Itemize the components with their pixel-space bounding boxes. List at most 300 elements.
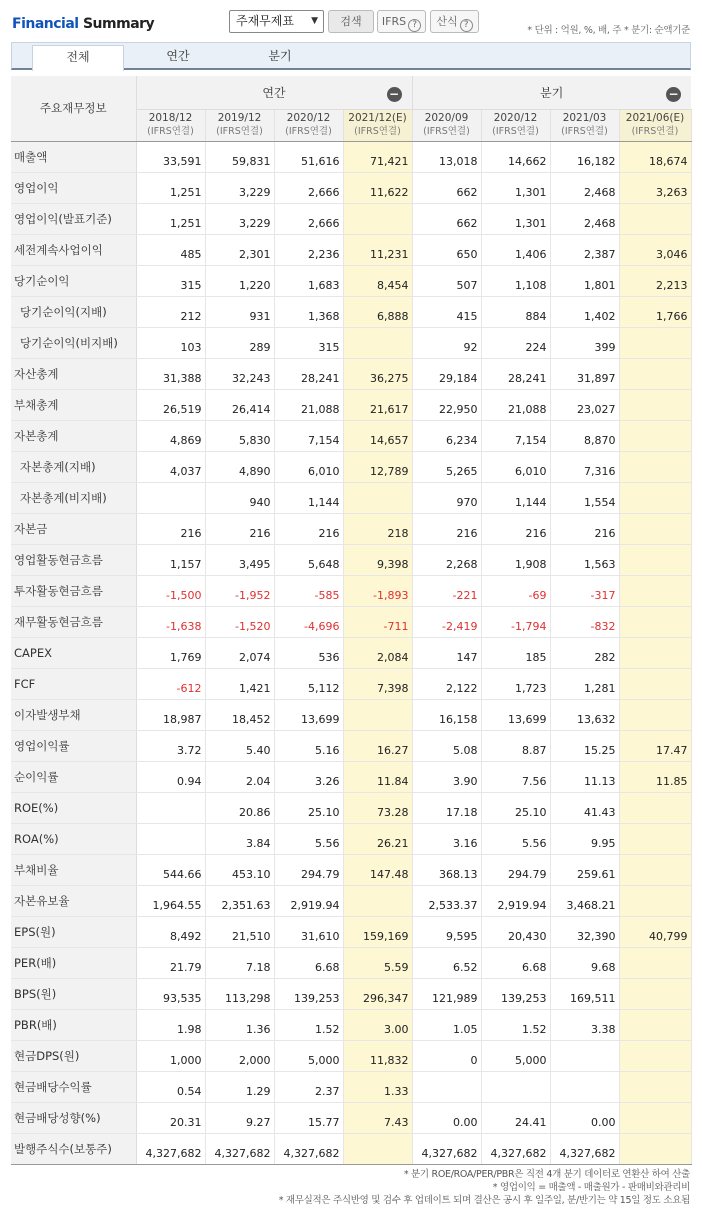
table-cell: 662 [412,203,481,234]
table-cell: -221 [412,575,481,606]
table-cell: 20.86 [205,792,274,823]
table-cell: 3.72 [136,730,205,761]
table-cell: 5.56 [481,823,550,854]
table-cell: 1,421 [205,668,274,699]
table-cell: 21,088 [274,389,343,420]
table-cell: 485 [136,234,205,265]
table-cell: 15.25 [550,730,619,761]
table-row [11,885,691,916]
table-cell: 4,037 [136,451,205,482]
table-cell: 22,950 [412,389,481,420]
table-cell: 1,281 [550,668,619,699]
table-cell: 7,154 [481,420,550,451]
row-label: 영업이익률 [11,730,136,761]
table-cell: 0.00 [550,1102,619,1133]
table-cell: 1,108 [481,265,550,296]
row-label: 자본금 [11,513,136,544]
table-cell: 28,241 [274,358,343,389]
table-cell: 7,316 [550,451,619,482]
table-cell: 6.68 [481,947,550,978]
table-cell: 4,327,682 [550,1133,619,1164]
table-cell: 1,157 [136,544,205,575]
table-cell: 884 [481,296,550,327]
table-cell: 8.87 [481,730,550,761]
table-cell: 282 [550,637,619,668]
table-cell [550,1040,619,1071]
table-row [11,1009,691,1040]
table-cell: 3,468.21 [550,885,619,916]
row-label: 매출액 [11,141,136,172]
table-cell: -1,893 [343,575,412,606]
report-type-select[interactable]: 주재무제표 ▼ [229,10,324,33]
row-label: 이자발생부채 [11,699,136,730]
table-row [11,265,691,296]
table-cell [619,1071,691,1102]
table-cell: 26,519 [136,389,205,420]
table-cell: 1.33 [343,1071,412,1102]
table-cell: 139,253 [274,978,343,1009]
row-label: 당기순이익 [11,265,136,296]
table-cell: 1,251 [136,172,205,203]
table-cell [619,513,691,544]
table-cell: 17.47 [619,730,691,761]
table-cell [619,792,691,823]
table-row [11,730,691,761]
table-cell: 1.98 [136,1009,205,1040]
table-cell: 224 [481,327,550,358]
table-cell: 11,622 [343,172,412,203]
table-cell: 294.79 [481,854,550,885]
table-cell: 1,766 [619,296,691,327]
table-cell: 59,831 [205,141,274,172]
table-row [11,1133,691,1164]
collapse-annual-icon[interactable]: − [387,87,402,102]
table-row [11,234,691,265]
table-cell [619,327,691,358]
table-row [11,1040,691,1071]
table-cell: 31,388 [136,358,205,389]
table-cell: 2,468 [550,172,619,203]
row-label: 현금DPS(원) [11,1040,136,1071]
table-cell: -1,952 [205,575,274,606]
table-cell: 21,510 [205,916,274,947]
table-cell [619,606,691,637]
table-cell: 26,414 [205,389,274,420]
table-cell: 0.54 [136,1071,205,1102]
table-cell: 216 [550,513,619,544]
table-cell: 3.90 [412,761,481,792]
footnote: * 분기 ROE/ROA/PER/PBR은 직전 4개 분기 데이터로 연환산 하여 산출 [403,1169,690,1180]
table-cell: -2,419 [412,606,481,637]
row-label: 자본총계 [11,420,136,451]
help-icon: ? [460,19,473,32]
table-cell [619,1102,691,1133]
table-cell: 2,387 [550,234,619,265]
table-cell [619,420,691,451]
table-cell: 1,368 [274,296,343,327]
table-cell: 5.40 [205,730,274,761]
table-cell [619,823,691,854]
table-cell [619,544,691,575]
table-cell: -612 [136,668,205,699]
row-label: 부채비율 [11,854,136,885]
tab-all[interactable]: 전체 [32,45,124,71]
table-cell: 2,236 [274,234,343,265]
table-cell: 415 [412,296,481,327]
table-cell: 6.52 [412,947,481,978]
table-cell: 11.84 [343,761,412,792]
table-cell: 3.16 [412,823,481,854]
column-header: 2020/12 (IFRS연결) [481,109,550,141]
table-row [11,420,691,451]
formula-help-button[interactable]: 산식 ? [430,10,479,33]
table-cell: 296,347 [343,978,412,1009]
table-cell: 536 [274,637,343,668]
table-cell: 1,563 [550,544,619,575]
column-header: 2018/12 (IFRS연결) [136,109,205,141]
table-cell: 17.18 [412,792,481,823]
table-cell: 1.36 [205,1009,274,1040]
table-corner-header: 주요재무정보 [11,76,136,141]
table-cell: 13,699 [481,699,550,730]
table-row [11,606,691,637]
table-cell: 3,229 [205,203,274,234]
table-cell: 5,000 [274,1040,343,1071]
table-cell: 1,301 [481,203,550,234]
table-cell: 5,265 [412,451,481,482]
table-row [11,978,691,1009]
table-cell: 5,112 [274,668,343,699]
unit-note: * 단위 : 억원, %, 배, 주 * 분기: 순액기준 [527,25,690,36]
row-label: ROE(%) [11,792,136,823]
table-cell: 8,870 [550,420,619,451]
table-cell: 1,908 [481,544,550,575]
table-cell: 7.43 [343,1102,412,1133]
table-row [11,854,691,885]
table-cell: 31,610 [274,916,343,947]
table-cell: 1.05 [412,1009,481,1040]
table-cell: -317 [550,575,619,606]
table-cell: 3,046 [619,234,691,265]
table-cell: 15.77 [274,1102,343,1133]
row-label: FCF [11,668,136,699]
table-row [11,327,691,358]
row-label: 영업활동현금흐름 [11,544,136,575]
table-cell: -711 [343,606,412,637]
table-cell: 93,535 [136,978,205,1009]
table-cell [619,575,691,606]
row-label: ROA(%) [11,823,136,854]
table-cell [412,1071,481,1102]
table-cell: -4,696 [274,606,343,637]
page-title: Financial Summary [12,16,155,32]
table-cell: 970 [412,482,481,513]
table-cell: 5.16 [274,730,343,761]
row-label: 발행주식수(보통주) [11,1133,136,1164]
table-cell: -1,638 [136,606,205,637]
row-label: 영업이익(발표기준) [11,203,136,234]
table-cell: 294.79 [274,854,343,885]
table-row [11,668,691,699]
table-cell: 6,010 [481,451,550,482]
table-cell: 103 [136,327,205,358]
row-label: PBR(배) [11,1009,136,1040]
table-cell: 940 [205,482,274,513]
table-cell: 216 [136,513,205,544]
table-cell: 12,789 [343,451,412,482]
table-cell: 14,657 [343,420,412,451]
table-cell [619,885,691,916]
table-row [11,203,691,234]
table-cell [619,668,691,699]
table-row [11,482,691,513]
tab-quarterly[interactable]: 분기 [268,49,292,63]
table-row [11,513,691,544]
table-cell: 1,251 [136,203,205,234]
table-cell: 3,495 [205,544,274,575]
table-cell: 4,327,682 [136,1133,205,1164]
table-cell: 13,632 [550,699,619,730]
annual-group-header: 연간 − [136,76,412,109]
table-cell: 2,213 [619,265,691,296]
table-cell: 8,454 [343,265,412,296]
table-cell: 185 [481,637,550,668]
column-header: 2021/03 (IFRS연결) [550,109,619,141]
table-cell: 20,430 [481,916,550,947]
table-cell: -832 [550,606,619,637]
row-label: 부채총계 [11,389,136,420]
table-cell [136,823,205,854]
table-cell: 1,801 [550,265,619,296]
table-row [11,389,691,420]
row-label: 자본유보율 [11,885,136,916]
table-cell: 662 [412,172,481,203]
table-cell [136,482,205,513]
table-cell: 23,027 [550,389,619,420]
table-row [11,544,691,575]
table-row [11,637,691,668]
table-cell: 5.59 [343,947,412,978]
table-cell: 4,327,682 [205,1133,274,1164]
search-button[interactable]: 검색 [328,10,374,33]
table-cell: 121,989 [412,978,481,1009]
table-cell: 11,832 [343,1040,412,1071]
table-cell: 2,666 [274,203,343,234]
table-cell: 3.00 [343,1009,412,1040]
table-cell: 218 [343,513,412,544]
table-cell [619,389,691,420]
table-row [11,916,691,947]
row-label: 현금배당수익률 [11,1071,136,1102]
table-cell [343,699,412,730]
quarter-group-header: 분기 − [412,76,691,109]
table-cell: 13,699 [274,699,343,730]
row-label: 현금배당성향(%) [11,1102,136,1133]
table-cell: 6.68 [274,947,343,978]
table-cell [619,947,691,978]
table-cell: 5,648 [274,544,343,575]
table-cell: 1.29 [205,1071,274,1102]
table-cell: 25.10 [481,792,550,823]
table-cell: 6,010 [274,451,343,482]
table-cell [619,699,691,730]
table-cell: 147.48 [343,854,412,885]
table-cell: 4,327,682 [274,1133,343,1164]
table-cell: 13,018 [412,141,481,172]
table-cell: 6,888 [343,296,412,327]
table-cell: 2.04 [205,761,274,792]
table-cell: 1,402 [550,296,619,327]
table-cell [343,1133,412,1164]
table-cell [619,1040,691,1071]
table-cell [619,1133,691,1164]
table-row [11,296,691,327]
footnote: * 재무실적은 주식반영 및 검수 후 업데이트 되며 결산은 공시 후 일주일, 분/반기는 약 15일 정도 소요됨 [278,1195,690,1206]
table-cell: 16.27 [343,730,412,761]
table-cell: 2,351.63 [205,885,274,916]
table-cell: 3.38 [550,1009,619,1040]
column-header: 2019/12 (IFRS연결) [205,109,274,141]
tab-annual[interactable]: 연간 [166,49,190,63]
table-row [11,358,691,389]
header-bar [0,0,702,42]
table-cell: 6,234 [412,420,481,451]
row-label: 영업이익 [11,172,136,203]
table-cell: 507 [412,265,481,296]
table-cell: 4,869 [136,420,205,451]
table-cell [619,978,691,1009]
table-cell: 3.26 [274,761,343,792]
table-cell: 1,723 [481,668,550,699]
row-label: 세전계속사업이익 [11,234,136,265]
table-cell: 4,327,682 [412,1133,481,1164]
table-cell: 399 [550,327,619,358]
table-cell: 7,398 [343,668,412,699]
table-row [11,1071,691,1102]
column-header: 2021/12(E) (IFRS연결) [343,109,412,141]
row-label: 투자활동현금흐름 [11,575,136,606]
row-label: 자본총계(지배) [11,451,136,482]
table-cell: 2,074 [205,637,274,668]
table-cell: 1,144 [481,482,550,513]
table-cell: 33,591 [136,141,205,172]
table-cell: 139,253 [481,978,550,1009]
table-row [11,761,691,792]
table-cell: 71,421 [343,141,412,172]
table-cell: 1,406 [481,234,550,265]
table-cell: 289 [205,327,274,358]
table-cell: 212 [136,296,205,327]
table-cell: 5.08 [412,730,481,761]
row-label: 자산총계 [11,358,136,389]
collapse-quarter-icon[interactable]: − [666,87,681,102]
table-cell: 36,275 [343,358,412,389]
table-cell: 4,890 [205,451,274,482]
table-cell: 2,000 [205,1040,274,1071]
table-cell: -69 [481,575,550,606]
table-row [11,947,691,978]
table-cell: 2,666 [274,172,343,203]
table-cell: 315 [136,265,205,296]
table-cell: 931 [205,296,274,327]
table-row [11,575,691,606]
table-cell: 11,231 [343,234,412,265]
table-cell: 5,000 [481,1040,550,1071]
table-cell [619,451,691,482]
table-cell: 24.41 [481,1102,550,1133]
table-cell: 7,154 [274,420,343,451]
table-cell: 16,182 [550,141,619,172]
table-cell: 159,169 [343,916,412,947]
table-cell: 2,919.94 [481,885,550,916]
row-label: 자본총계(비지배) [11,482,136,513]
table-cell: 18,674 [619,141,691,172]
table-cell: 0.94 [136,761,205,792]
table-cell: 4,327,682 [481,1133,550,1164]
table-cell: 8,492 [136,916,205,947]
table-cell: -585 [274,575,343,606]
row-label: EPS(원) [11,916,136,947]
table-cell: 315 [274,327,343,358]
footnote: * 영업이익 = 매출액 - 매출원가 - 판매비와관리비 [492,1182,690,1193]
table-cell: 169,511 [550,978,619,1009]
table-cell: 32,243 [205,358,274,389]
table-cell: 113,298 [205,978,274,1009]
table-cell: 28,241 [481,358,550,389]
table-cell: 2,084 [343,637,412,668]
table-cell: 216 [481,513,550,544]
table-cell [550,1071,619,1102]
row-label: CAPEX [11,637,136,668]
table-cell: 21,617 [343,389,412,420]
table-cell: 216 [205,513,274,544]
table-cell: 2,468 [550,203,619,234]
row-label: BPS(원) [11,978,136,1009]
table-row [11,1102,691,1133]
table-cell: 92 [412,327,481,358]
table-cell: 40,799 [619,916,691,947]
table-cell [343,203,412,234]
table-cell: 216 [412,513,481,544]
table-cell: 7.18 [205,947,274,978]
table-cell: 21.79 [136,947,205,978]
table-cell: 216 [274,513,343,544]
table-cell [619,358,691,389]
table-cell: -1,500 [136,575,205,606]
table-cell: 9.95 [550,823,619,854]
table-cell [619,203,691,234]
table-cell: 9,398 [343,544,412,575]
help-icon: ? [408,19,421,32]
table-cell [481,1071,550,1102]
table-cell: 41.43 [550,792,619,823]
ifrs-help-button[interactable]: IFRS ? [377,10,426,33]
row-label: 당기순이익(지배) [11,296,136,327]
table-cell: 51,616 [274,141,343,172]
table-cell: -1,794 [481,606,550,637]
table-cell: 650 [412,234,481,265]
table-cell: 1,000 [136,1040,205,1071]
table-cell: 3,229 [205,172,274,203]
table-cell: 18,452 [205,699,274,730]
table-cell: 2,268 [412,544,481,575]
table-cell: 20.31 [136,1102,205,1133]
table-cell: 16,158 [412,699,481,730]
table-cell: 1.52 [481,1009,550,1040]
footnotes [279,1168,690,1207]
table-cell: -1,520 [205,606,274,637]
row-label: 순이익률 [11,761,136,792]
